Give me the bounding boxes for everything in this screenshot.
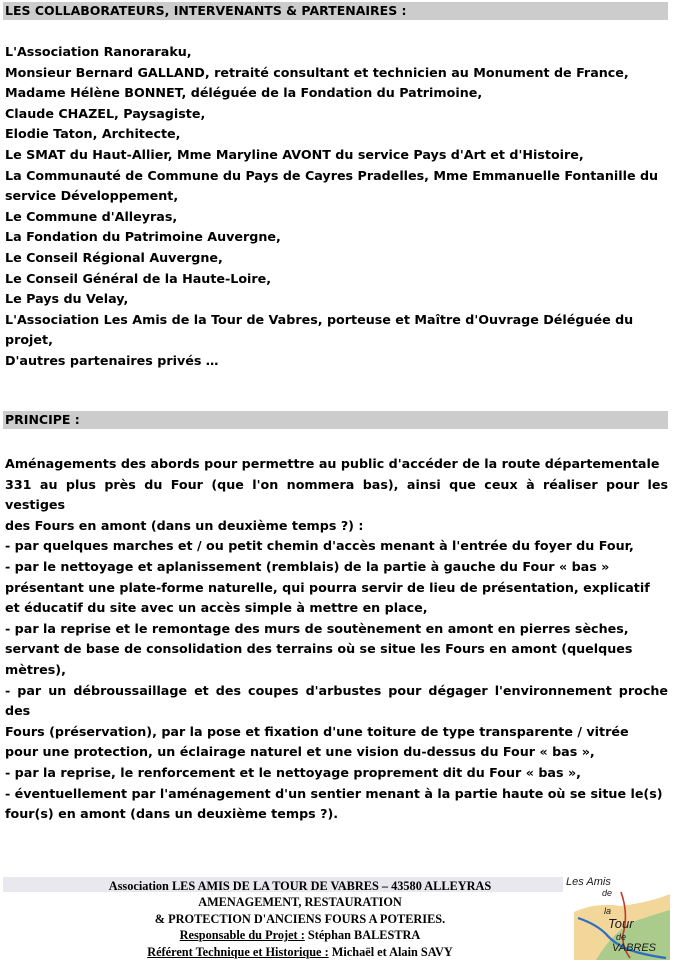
list-item: La Communauté de Commune du Pays de Cayres Pradelles, Mme Emmanuelle Fontanille du xyxy=(5,167,659,183)
paragraph-line: des Fours en amont (dans un deuxième temps ?) : xyxy=(5,517,364,533)
list-item: L'Association Les Amis de la Tour de Vabres, porteuse et Maître d'Ouvrage Déléguée du xyxy=(5,311,634,327)
paragraph-line: 331 au plus près du Four (que l'on nommera bas), ainsi que ceux à réaliser pour les vestiges xyxy=(5,476,668,513)
referent-value: Michaël et Alain SAVY xyxy=(328,944,453,959)
list-item: Claude CHAZEL, Paysagiste, xyxy=(5,105,206,121)
list-item: Madame Hélène BONNET, déléguée de la Fondation du Patrimoine, xyxy=(5,85,483,101)
list-item: Le Conseil Général de la Haute-Loire, xyxy=(5,270,272,286)
logo-text: Tour xyxy=(608,916,634,931)
paragraph-line: Fours (préservation), par la pose et fixation d'une toiture de type transparente / vitrée xyxy=(5,723,629,739)
paragraph-line: pour une protection, un éclairage naturel et une vision du-dessus du Four « bas », xyxy=(5,744,595,760)
footer-title-line1: AMENAGEMENT, RESTAURATION xyxy=(198,895,402,910)
logo-text: la xyxy=(604,906,612,916)
paragraph-line: - par quelques marches et / ou petit chemin d'accès menant à l'entrée du foyer du Four, xyxy=(5,538,634,554)
logo-text: de xyxy=(616,932,627,942)
logo-text: de xyxy=(602,888,613,898)
paragraph-line: présentant une plate-forme naturelle, qui pourra servir de lieu de présentation, explicatif xyxy=(5,579,650,595)
principe-text xyxy=(5,454,668,825)
logo-text: VABRES xyxy=(612,942,657,954)
responsable-label: Responsable du Projet : xyxy=(179,928,305,943)
list-item: Le Commune d'Alleyras, xyxy=(5,208,178,224)
list-item: Le Pays du Velay, xyxy=(5,291,129,307)
collaborateurs-list xyxy=(5,42,668,372)
collaborateurs-header: LES COLLABORATEURS, INTERVENANTS & PARTENAIRES : xyxy=(3,2,668,20)
paragraph-line: - par un débroussaillage et des coupes d'arbustes pour dégager l'environnement proche des xyxy=(5,682,668,719)
paragraph-line: - par la reprise, le renforcement et le nettoyage proprement dit du Four « bas », xyxy=(5,764,581,780)
footer-association: Association LES AMIS DE LA TOUR DE VABRES – 43580 ALLEYRAS xyxy=(108,879,492,893)
list-item: L'Association Ranoraraku, xyxy=(5,44,192,59)
referent-label: Référent Technique et Historique : xyxy=(147,944,329,959)
paragraph-line: - par la reprise et le remontage des murs de soutènement en amont en pierres sèches, xyxy=(5,620,629,636)
list-item: D'autres partenaires privés … xyxy=(5,352,219,368)
list-item: Le Conseil Régional Auvergne, xyxy=(5,249,223,265)
paragraph-line: mètres), xyxy=(5,661,66,677)
paragraph-line: Aménagements des abords pour permettre au public d'accéder de la route départementale xyxy=(5,456,660,471)
footer-title-line2: & PROTECTION D'ANCIENS FOURS A POTERIES. xyxy=(154,911,446,926)
list-item: Le SMAT du Haut-Allier, Mme Maryline AVONT du service Pays d'Art et d'Histoire, xyxy=(5,146,584,162)
paragraph-line: - éventuellement par l'aménagement d'un sentier menant à la partie haute où se situe le(s) xyxy=(5,785,663,801)
list-item: La Fondation du Patrimoine Auvergne, xyxy=(5,229,281,245)
responsable-value: Stéphan BALESTRA xyxy=(304,928,421,943)
footer-referent xyxy=(40,944,560,960)
list-item: Monsieur Bernard GALLAND, retraité consultant et technicien au Monument de France, xyxy=(5,64,629,80)
principe-header: PRINCIPE : xyxy=(3,411,668,429)
association-logo xyxy=(566,872,674,960)
paragraph-line: four(s) en amont (dans un deuxième temps ?). xyxy=(5,806,339,822)
list-item: projet, xyxy=(5,332,53,348)
list-item: Elodie Taton, Architecte, xyxy=(5,126,181,142)
paragraph-line: - par le nettoyage et aplanissement (remblais) de la partie à gauche du Four « bas » xyxy=(5,558,610,574)
paragraph-line: servant de base de consolidation des terrains où se situe les Fours en amont (quelques xyxy=(5,641,633,657)
logo-text: Les Amis xyxy=(566,876,611,888)
list-item: service Développement, xyxy=(5,188,179,204)
footer-responsable xyxy=(40,927,560,943)
footer xyxy=(40,878,560,960)
paragraph-line: et éducatif du site avec un accès simple à mettre en place, xyxy=(5,600,428,616)
